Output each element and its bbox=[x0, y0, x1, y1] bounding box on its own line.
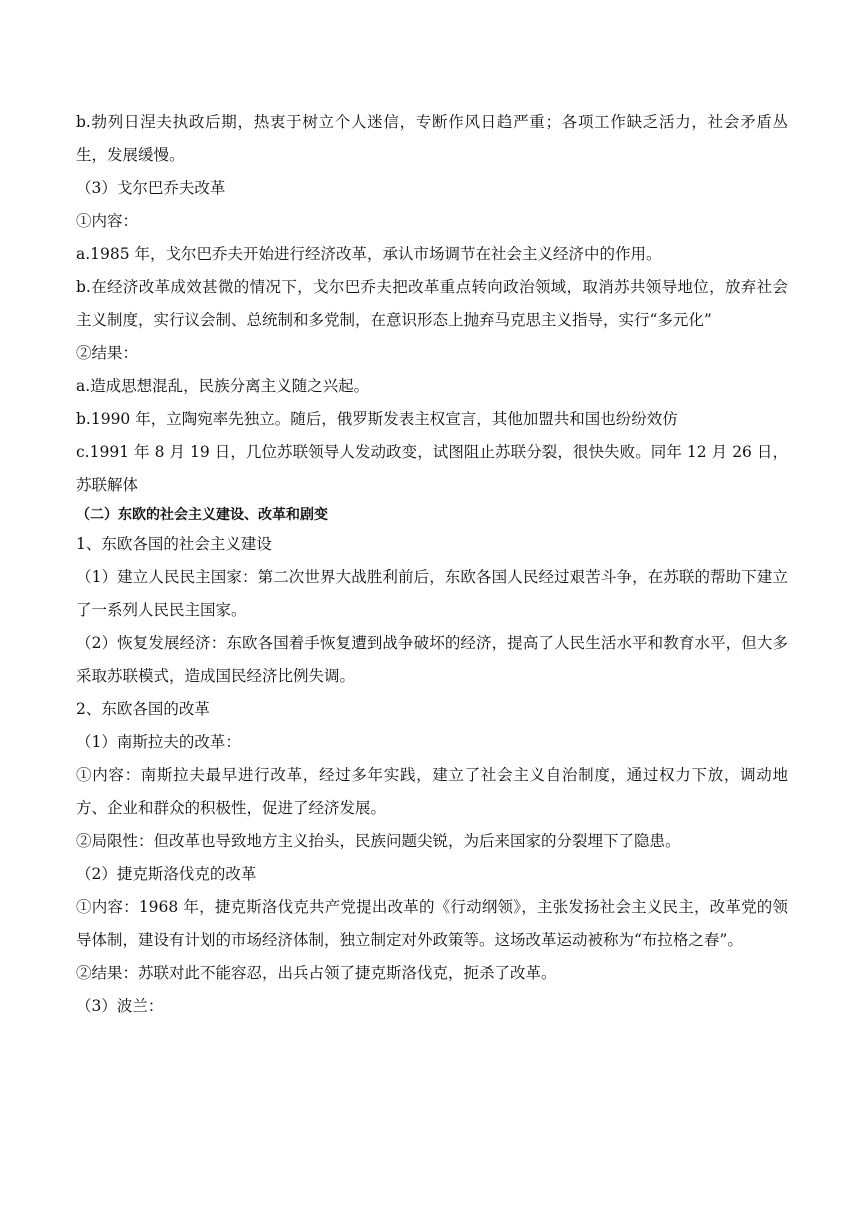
paragraph-czechoslovakia-result: ②结果：苏联对此不能容忍，出兵占领了捷克斯洛伐克，扼杀了改革。 bbox=[76, 964, 557, 982]
paragraph-result-a: a.造成思想混乱，民族分离主义随之兴起。 bbox=[76, 377, 370, 395]
heading-gorbachev-reform: （3）戈尔巴乔夫改革 bbox=[76, 179, 226, 197]
heading-socialist-construction: 1、东欧各国的社会主义建设 bbox=[76, 535, 272, 553]
paragraph-result-c: c.1991 年 8 月 19 日，几位苏联领导人发动政变，试图阻止苏联分裂，很快失败。同年 12 月 26 日，苏联解体 bbox=[76, 443, 788, 494]
paragraph-yugoslavia-content: ①内容：南斯拉夫最早进行改革，经过多年实践，建立了社会主义自治制度，通过权力下放，调动地方、企业和群众的积极性，促进了经济发展。 bbox=[76, 766, 788, 817]
heading-yugoslavia-reform: （1）南斯拉夫的改革： bbox=[76, 733, 241, 751]
paragraph-result-b: b.1990 年，立陶宛率先独立。随后，俄罗斯发表主权宣言，其他加盟共和国也纷纷效仿 bbox=[76, 410, 678, 428]
label-result: ②结果： bbox=[76, 344, 139, 362]
heading-poland: （3）波兰： bbox=[76, 997, 164, 1015]
paragraph-gorbachev-a: a.1985 年，戈尔巴乔夫开始进行经济改革，承认市场调节在社会主义经济中的作用。 bbox=[76, 245, 662, 263]
section-heading-eastern-europe: （二）东欧的社会主义建设、改革和剧变 bbox=[76, 507, 328, 523]
paragraph-gorbachev-b: b.在经济改革成效甚微的情况下，戈尔巴乔夫把改革重点转向政治领域，取消苏共领导地位，放弃社会主义制度，实行议会制、总统制和多党制，在意识形态上抛弃马克思主义指导，实行“多元化” bbox=[76, 278, 788, 329]
label-content: ①内容： bbox=[76, 212, 139, 230]
heading-czechoslovakia-reform: （2）捷克斯洛伐克的改革 bbox=[76, 865, 257, 883]
paragraph-economic-recovery: （2）恢复发展经济：东欧各国着手恢复遭到战争破坏的经济，提高了人民生活水平和教育水平，但大多采取苏联模式，造成国民经济比例失调。 bbox=[76, 634, 788, 685]
paragraph-brezhnev-b: b.勃列日涅夫执政后期，热衷于树立个人迷信，专断作风日趋严重；各项工作缺乏活力，社会矛盾丛生，发展缓慢。 bbox=[76, 113, 788, 164]
paragraph-yugoslavia-limitation: ②局限性：但改革也导致地方主义抬头，民族问题尖锐，为后来国家的分裂埋下了隐患。 bbox=[76, 832, 681, 850]
heading-eastern-europe-reforms: 2、东欧各国的改革 bbox=[76, 700, 210, 718]
paragraph-czechoslovakia-content: ①内容：1968 年，捷克斯洛伐克共产党提出改革的《行动纲领》，主张发扬社会主义民主，改革党的领导体制，建设有计划的市场经济体制，独立制定对外政策等。这场改革运动被称为“布拉格之春”。 bbox=[76, 898, 788, 949]
document-body bbox=[76, 106, 788, 1023]
paragraph-peoples-democracy: （1）建立人民民主国家：第二次世界大战胜利前后，东欧各国人民经过艰苦斗争，在苏联的帮助下建立了一系列人民民主国家。 bbox=[76, 568, 788, 619]
